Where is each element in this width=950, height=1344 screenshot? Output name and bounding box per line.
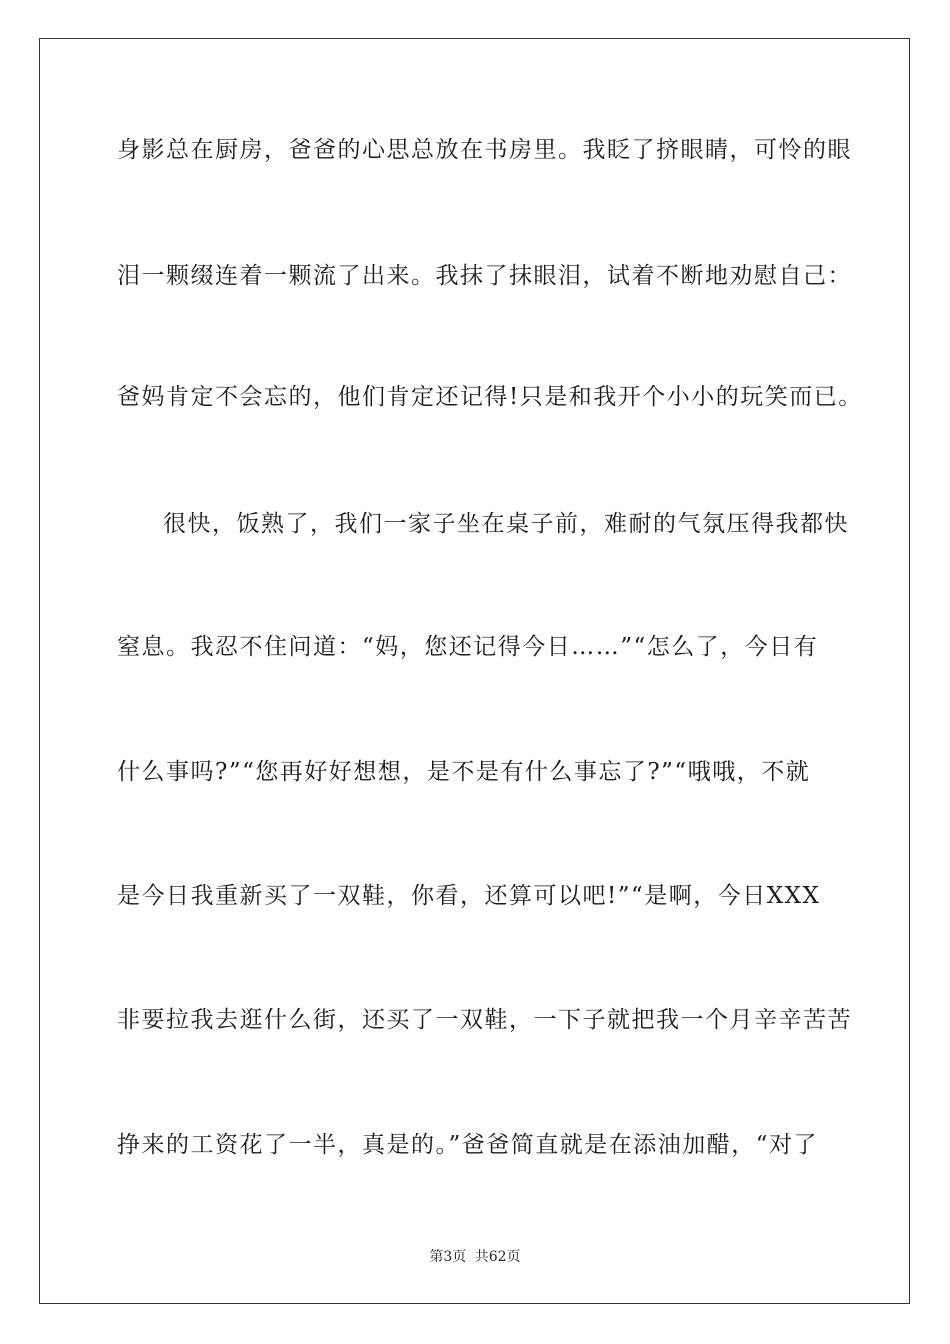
text-line: 非要拉我去逛什么街，还买了一双鞋，一下子就把我一个月辛辛苦苦 [117, 1007, 852, 1033]
paragraph-start-line: 很快，饭熟了，我们一家子坐在桌子前，难耐的气氛压得我都快 [163, 511, 849, 537]
text-line: 爸妈肯定不会忘的，他们肯定还记得!只是和我开个小小的玩笑而已。 [117, 384, 863, 410]
total-pages: 共62页 [474, 1249, 521, 1265]
page-number: 第3页 [429, 1249, 467, 1265]
text-line: 是今日我重新买了一双鞋，你看，还算可以吧!”“是啊，今日XXX [117, 883, 821, 909]
text-line: 泪一颗缀连着一颗流了出来。我抹了抹眼泪，试着不断地劝慰自己： [117, 263, 852, 289]
text-line: 窒息。我忍不住问道：“妈，您还记得今日……”“怎么了，今日有 [117, 634, 819, 660]
page-footer [0, 1248, 950, 1266]
text-line: 身影总在厨房，爸爸的心思总放在书房里。我眨了挤眼睛，可怜的眼 [117, 137, 852, 163]
text-line: 挣来的工资花了一半，真是的。”爸爸简直就是在添油加醋，“对了 [117, 1132, 819, 1158]
page-border [39, 38, 910, 1304]
text-line: 什么事吗?”“您再好好想想，是不是有什么事忘了?”“哦哦，不就 [117, 759, 811, 785]
